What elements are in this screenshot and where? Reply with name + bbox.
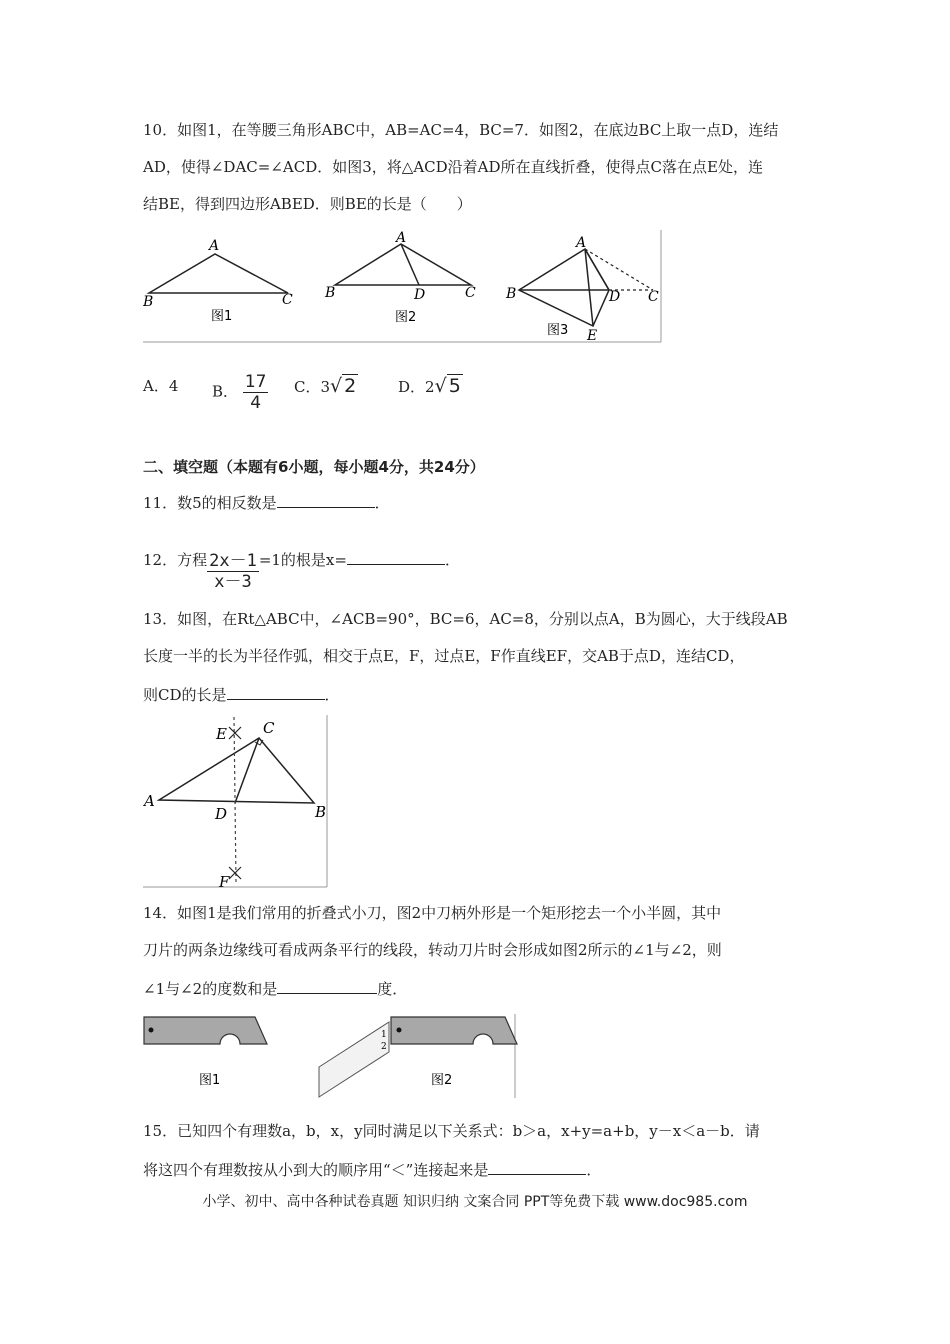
- q14-line2: 刀片的两条边缘线可看成两条平行的线段，转动刀片时会形成如图2所示的∠1与∠2，则: [143, 941, 722, 959]
- q11-answer-blank[interactable]: [277, 491, 375, 508]
- q14-fig1-caption: 图1: [199, 1073, 221, 1088]
- q13-figure: [143, 715, 329, 889]
- fig2-label-b: B: [325, 285, 336, 301]
- fig3-label-c: C: [648, 289, 659, 305]
- q10-option-a: A．4: [143, 377, 179, 395]
- q10-option-c-prefix: C．3: [294, 378, 331, 396]
- q12: [143, 548, 460, 592]
- q10-figure: [143, 230, 663, 344]
- q14-fig1-knife: [144, 1017, 267, 1088]
- q10-option-d: [398, 376, 463, 397]
- q15-line2-text: 将这四个有理数按从小到大的顺序用“＜”连接起来是: [143, 1161, 489, 1179]
- q10-option-c-rad: 2: [344, 375, 357, 397]
- q14-line1: 14．如图1是我们常用的折叠式小刀，图2中刀柄外形是一个矩形挖去一个小半圆，其中: [143, 904, 722, 922]
- q13-line3: [143, 683, 340, 705]
- section2-heading: 二、填空题（本题有6小题，每小题4分，共24分）: [143, 458, 485, 476]
- q12-answer-blank[interactable]: [347, 548, 445, 565]
- q13-label-b: B: [315, 803, 327, 821]
- q10-option-b-den: 4: [250, 393, 262, 413]
- q14-fig2-knife: [319, 1017, 517, 1097]
- q10-fig2: [324, 230, 476, 325]
- q15-end: ．: [586, 1161, 602, 1179]
- q14-angle1-label: 1: [381, 1030, 387, 1040]
- q10-line1: 10．如图1，在等腰三角形ABC中，AB=AC=4，BC=7．如图2，在底边BC上取一点D，连结: [143, 121, 779, 139]
- q14-figure: [143, 1012, 518, 1100]
- q10-option-d-sqrt: √ 5: [434, 375, 461, 397]
- q10-option-b-prefix: B．: [212, 382, 239, 401]
- q15-line2: [143, 1158, 601, 1180]
- q10-option-d-rad: 5: [448, 375, 461, 397]
- fig1-label-c: C: [282, 292, 293, 308]
- q13-label-d: D: [215, 805, 228, 823]
- q15-answer-blank[interactable]: [488, 1158, 586, 1175]
- q10-line3: 结BE，得到四边形ABED．则BE的长是（ ）: [143, 195, 472, 213]
- q14-line3-text: ∠1与∠2的度数和是: [143, 980, 278, 998]
- q12-fraction: [207, 551, 259, 592]
- fig1-caption: 图1: [211, 309, 233, 324]
- q10-option-c: [294, 376, 358, 397]
- q10-option-c-sqrt: √ 2: [330, 375, 357, 397]
- q10-fig3: [505, 235, 659, 344]
- q12-end: ．: [444, 551, 460, 569]
- q12-den: x－3: [214, 572, 252, 592]
- q13-line1: 13．如图，在Rt△ABC中，∠ACB=90°，BC=6，AC=8，分别以点A，B为圆心，大于线段AB: [143, 610, 788, 628]
- q13-answer-blank[interactable]: [227, 683, 325, 700]
- q10-option-b-num: 17: [244, 372, 267, 392]
- q10-option-d-prefix: D．2: [398, 378, 435, 396]
- q13-label-a: A: [144, 792, 155, 810]
- q11-text: 11．数5的相反数是: [143, 494, 277, 512]
- q14-fig2-caption: 图2: [431, 1073, 453, 1088]
- q13-line3-text: 则CD的长是: [143, 686, 227, 704]
- fig3-label-a: A: [576, 235, 587, 251]
- q14-line3: [143, 977, 407, 999]
- q10-line2: AD，使得∠DAC=∠ACD．如图3，将△ACD沿着AD所在直线折叠，使得点C落在点E处，连: [143, 158, 763, 176]
- fig2-label-c: C: [465, 285, 476, 301]
- page-footer: 小学、初中、高中各种试卷真题 知识归纳 文案合同 PPT等免费下载 www.doc985.com: [202, 1194, 748, 1210]
- q14-angle2-label: 2: [381, 1042, 387, 1052]
- fig2-label-a: A: [396, 230, 407, 246]
- fig3-label-d: D: [609, 289, 621, 305]
- q13-line2: 长度一半的长为半径作弧，相交于点E，F，过点E，F作直线EF，交AB于点D，连结CD，: [143, 647, 745, 665]
- q12-num: 2x－1: [209, 551, 257, 571]
- fig3-caption: 图3: [547, 323, 569, 338]
- q13-label-c: C: [263, 719, 275, 737]
- q14-end: 度．: [377, 980, 408, 998]
- fig3-label-b: B: [506, 286, 517, 302]
- q11: [143, 491, 390, 513]
- q15-line1: 15．已知四个有理数a，b，x，y同时满足以下关系式：b＞a，x+y=a+b，y－x＜a－b．请: [143, 1122, 760, 1140]
- fig3-label-e: E: [587, 328, 598, 344]
- q13-label-e: E: [216, 725, 227, 743]
- q14-answer-blank[interactable]: [277, 977, 377, 994]
- fig2-label-d: D: [414, 287, 426, 303]
- q10-option-b-fraction: [243, 372, 269, 413]
- fig1-label-a: A: [209, 238, 220, 254]
- q12-mid: =1的根是x=: [258, 551, 347, 569]
- fig2-caption: 图2: [395, 310, 417, 325]
- fig1-label-b: B: [143, 294, 154, 310]
- q10-fig1: [143, 238, 293, 324]
- q13-end: ．: [324, 686, 340, 704]
- q10-option-b: [212, 372, 268, 413]
- q12-prefix: 12．方程: [143, 551, 208, 569]
- q11-end: ．: [374, 494, 390, 512]
- q13-label-f: F: [219, 873, 230, 889]
